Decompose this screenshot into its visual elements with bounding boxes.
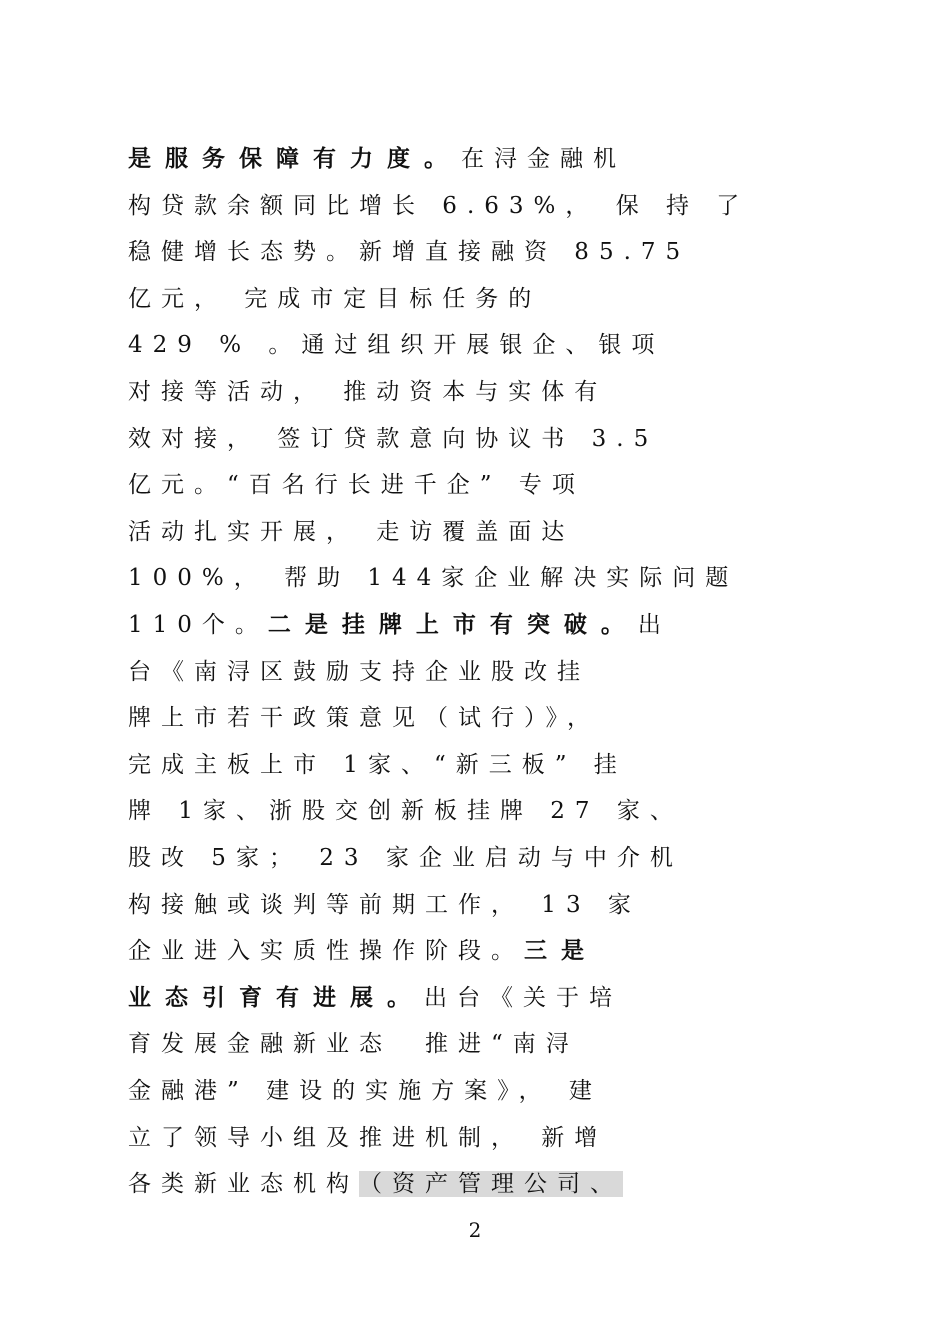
bold-heading-text: 二是挂牌上市有突破。 — [267, 611, 638, 638]
text-line — [128, 235, 828, 269]
text-run: 金融港” 建设的实施方案》， 建 — [128, 1078, 602, 1104]
text-run: 出 — [637, 612, 671, 638]
text-run: 牌 1家、浙股交创新板挂牌 27 家、 — [128, 798, 683, 825]
text-line — [128, 1167, 828, 1201]
text-run: 各类新业态机构 — [128, 1171, 359, 1198]
text-run: 企业进入实质性操作阶段。 — [128, 938, 524, 965]
text-line — [128, 794, 828, 828]
text-run: 亿元， 完成市定目标任务的 — [128, 285, 542, 312]
text-line — [128, 748, 828, 782]
text-run: 股改 5家； 23 家企业启动与中介机 — [128, 845, 683, 871]
text-line — [128, 189, 828, 223]
text-run: 对接等活动， 推动资本与实体有 — [128, 379, 608, 405]
text-line — [128, 934, 828, 968]
text-run: 出台《关于培 — [424, 984, 622, 1011]
text-line — [128, 375, 828, 409]
text-run: 构接触或谈判等前期工作， 13 家 — [128, 891, 641, 918]
text-run: 构贷款余额同比增长 6.63%， 保 持 了 — [128, 192, 750, 219]
text-line — [128, 608, 828, 642]
text-run: 亿元。“百名行长进千企” 专项 — [128, 472, 585, 499]
text-line — [128, 841, 828, 875]
text-line — [128, 515, 828, 549]
text-line — [128, 282, 828, 316]
bold-heading-text: 是服务保障有力度。 — [128, 145, 461, 172]
text-line — [128, 561, 828, 595]
text-run: 稳健增长态势。新增直接融资 85.75 — [128, 239, 691, 266]
text-run: 429 % 。通过组织开展银企、银项 — [128, 332, 665, 359]
text-line — [128, 981, 828, 1015]
text-run: 育发展金融新业态 推进“南浔 — [128, 1031, 579, 1058]
bold-heading-text: 三是 — [524, 937, 598, 965]
page-number: 2 — [468, 1218, 482, 1242]
text-line — [128, 655, 828, 689]
text-line — [128, 701, 828, 735]
text-run: 效对接， 签订贷款意向协议书 3.5 — [128, 425, 659, 452]
highlighted-text: （资产管理公司、 — [359, 1171, 623, 1198]
text-line — [128, 1121, 828, 1155]
text-run: 100%， 帮助 144家企业解决实际问题 — [128, 565, 739, 592]
text-line — [128, 1027, 828, 1061]
text-run: 牌上市若干政策意见（试行）》， — [128, 705, 600, 732]
text-line — [128, 142, 828, 176]
text-run: 完成主板上市 1家、“新三板” 挂 — [128, 751, 627, 778]
text-line — [128, 328, 828, 362]
text-run: 立了领导小组及推进机制， 新增 — [128, 1124, 608, 1151]
text-line — [128, 1074, 828, 1108]
text-line — [128, 468, 828, 502]
text-line — [128, 422, 828, 456]
text-run: 110个。 — [128, 612, 268, 638]
text-run: 活动扎实开展， 走访覆盖面达 — [128, 518, 575, 545]
bold-heading-text: 业态引育有进展。 — [128, 983, 424, 1011]
text-run: 台《南浔区鼓励支持企业股改挂 — [128, 658, 590, 685]
text-run: 在浔金融机 — [461, 146, 626, 172]
text-line — [128, 888, 828, 922]
